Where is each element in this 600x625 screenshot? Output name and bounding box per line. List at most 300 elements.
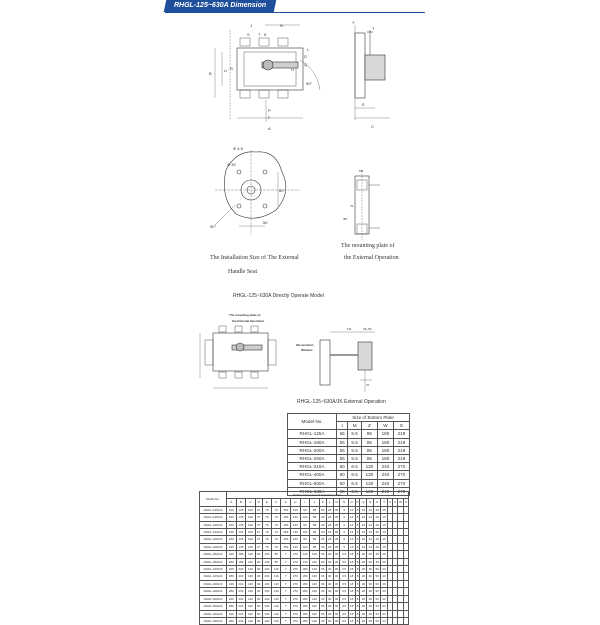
- plate-caption-line2: the External Operation: [344, 255, 399, 261]
- outline-cell: 100: [262, 573, 272, 580]
- outline-cell: 120: [300, 514, 310, 521]
- outline-cell: 120: [300, 543, 310, 550]
- bottom-plate-cell: 6.5: [348, 463, 362, 471]
- outline-cell: 36: [321, 618, 325, 623]
- front-label-h: H: [291, 67, 294, 72]
- bottom-plate-row: [288, 479, 410, 487]
- bottom-plate-cell: 130: [361, 479, 377, 487]
- outline-cell: 30: [321, 507, 325, 512]
- outline-cell: 166: [227, 506, 237, 513]
- ext-dim-a: 111: [347, 327, 352, 331]
- outline-row: [200, 514, 409, 521]
- outline-cell: 135: [236, 543, 246, 550]
- bottom-plate-cell: 85: [361, 455, 377, 463]
- outline-cell: 116: [272, 573, 281, 580]
- outline-cell: 140: [246, 573, 256, 580]
- outline-cell: 196: [227, 543, 237, 550]
- outline-cell: 15: [382, 537, 386, 542]
- outline-cell: 153: [281, 543, 291, 550]
- direct-operate-body: [213, 333, 268, 371]
- outline-cell: 22: [382, 596, 386, 601]
- outline-cell: 180: [300, 610, 310, 617]
- outline-cell: 36: [321, 596, 325, 601]
- outline-cell: 70: [262, 521, 272, 528]
- outline-cell: 140: [310, 603, 320, 610]
- outline-cell: 26: [361, 604, 366, 609]
- front-label-d: D: [304, 54, 307, 59]
- outline-cell: 5: [356, 537, 359, 542]
- outline-cell: 19: [361, 530, 366, 535]
- outline-cell: 100: [262, 580, 272, 587]
- outline-cell: 14: [350, 530, 354, 535]
- outline-cell: 20: [382, 567, 386, 572]
- outline-col-header: V: [393, 500, 396, 505]
- bottom-plate-col-header: W: [377, 422, 393, 430]
- outline-cell: 26: [361, 559, 366, 564]
- outline-cell: 30: [327, 581, 332, 586]
- outline-cell: [404, 595, 409, 602]
- outline-cell: 100: [262, 595, 272, 602]
- bottom-plate-col-header: I: [337, 422, 348, 430]
- outline-cell: 270: [291, 551, 301, 558]
- outline-cell: 140: [246, 588, 256, 595]
- outline-cell: 30: [334, 581, 339, 586]
- front-label-p: P: [268, 108, 271, 113]
- outline-model-cell: RHGL-160A/4: [200, 529, 227, 536]
- bottom-plate-cell: 190: [377, 455, 393, 463]
- outline-cell: 98: [310, 543, 320, 550]
- outline-cell: 30: [368, 618, 372, 623]
- outline-cell: 130: [291, 506, 301, 513]
- outline-cell: 8: [356, 581, 359, 586]
- outline-cell: 100: [246, 506, 256, 513]
- outline-cell: 234: [236, 595, 246, 602]
- bottom-plate-cell: 270: [393, 479, 409, 487]
- outline-cell: 135: [236, 514, 246, 521]
- outline-cell: 27: [257, 507, 261, 512]
- outline-cell: 35: [334, 530, 339, 535]
- external-operation-panel: [320, 340, 330, 385]
- outline-cell: 98: [310, 514, 320, 521]
- outline-cell: 30: [334, 574, 339, 579]
- outline-cell: 18: [350, 618, 354, 623]
- ext-window-line1: Observation: [296, 343, 314, 347]
- outline-row: [200, 580, 409, 587]
- outline-cell: 30: [257, 574, 261, 579]
- handle-label-50: 50: [263, 220, 268, 225]
- outline-cell: 30: [368, 567, 372, 572]
- front-label-n: N: [280, 23, 283, 28]
- outline-col-header: J: [310, 499, 320, 506]
- outline-cell: 180: [300, 595, 310, 602]
- outline-cell: [404, 566, 409, 573]
- outline-row: [200, 617, 409, 624]
- bottom-plate-cell: 240: [377, 479, 393, 487]
- ext-window-line2: Window: [301, 348, 313, 352]
- outline-col-header: B: [236, 499, 246, 506]
- outline-cell: 26: [327, 515, 332, 520]
- outline-cell: 30: [257, 596, 261, 601]
- front-label-f: F: [268, 115, 271, 120]
- outline-cell: [404, 536, 409, 543]
- front-label-a: A: [268, 126, 271, 131]
- outline-cell: 24: [368, 507, 372, 512]
- outline-cell: 270: [291, 573, 301, 580]
- handle-seat-caption-line1: The Installation Size of The External: [210, 255, 299, 261]
- outline-cell: 116: [272, 595, 281, 602]
- outline-cell: 70: [272, 543, 281, 550]
- bottom-plate-cell: 240: [377, 463, 393, 471]
- outline-cell: 180: [300, 617, 310, 624]
- bottom-plate-table: [287, 413, 410, 496]
- outline-cell: 30: [334, 604, 339, 609]
- outline-cell: 20: [382, 574, 386, 579]
- outline-cell: 50: [375, 581, 379, 586]
- outline-cell: 140: [246, 603, 256, 610]
- outline-cell: 7: [281, 566, 291, 573]
- outline-cell: [404, 543, 409, 550]
- outline-cell: [404, 617, 409, 624]
- outline-cell: 140: [310, 573, 320, 580]
- outline-cell: 26: [361, 618, 366, 623]
- outline-cell: 8: [356, 552, 359, 557]
- outline-row: [200, 536, 409, 543]
- front-label-b: B: [209, 71, 212, 76]
- outline-cell: 100: [262, 558, 272, 565]
- outline-cell: 140: [246, 551, 256, 558]
- header-title: RHGL-125~630A Dimension: [173, 2, 267, 9]
- outline-cell: 8: [356, 567, 359, 572]
- outline-cell: 100: [246, 529, 256, 536]
- bottom-plate-col-header: G: [393, 422, 409, 430]
- outline-cell: 116: [272, 617, 281, 624]
- outline-cell: 18: [350, 596, 354, 601]
- outline-row: [200, 595, 409, 602]
- outline-cell: 30: [257, 589, 261, 594]
- plate-label-v: 70: [350, 204, 354, 208]
- outline-cell: [404, 603, 409, 610]
- outline-cell: 120: [300, 529, 310, 536]
- outline-cell: 226: [227, 580, 237, 587]
- outline-cell: 5: [356, 522, 359, 527]
- front-label-r: R: [230, 66, 233, 71]
- outline-cell: 5: [356, 507, 359, 512]
- external-model-caption: RHGL-125~630A/JK External Operation: [297, 399, 386, 405]
- outline-cell: 30: [334, 589, 339, 594]
- outline-cell: 226: [227, 566, 237, 573]
- outline-cell: 24: [368, 522, 372, 527]
- outline-cell: 98: [310, 521, 320, 528]
- outline-cell: 116: [272, 566, 281, 573]
- outline-cell: 30: [327, 589, 332, 594]
- outline-col-header: T: [381, 499, 388, 506]
- outline-cell: 36: [321, 589, 325, 594]
- outline-cell: 30: [368, 589, 372, 594]
- outline-cell: 27: [257, 522, 261, 527]
- direct-operate-drawing: [200, 326, 276, 388]
- outline-cell: 7: [281, 558, 291, 565]
- outline-cell: 180: [300, 566, 310, 573]
- outline-cell: 90: [300, 506, 310, 513]
- outline-cell: 26: [361, 552, 366, 557]
- outline-cell: 130: [291, 521, 301, 528]
- front-label-k: K: [264, 32, 267, 37]
- bottom-plate-cell: 130: [361, 471, 377, 479]
- outline-cell: 116: [272, 580, 281, 587]
- outline-cell: 135: [236, 536, 246, 543]
- outline-cell: 8: [356, 618, 359, 623]
- bottom-plate-model-cell: RHGL-630A: [288, 487, 337, 495]
- outline-cell: 36: [321, 559, 325, 564]
- outline-cell: 24: [368, 530, 372, 535]
- outline-cell: 50: [375, 589, 379, 594]
- outline-cell: 19: [361, 537, 366, 542]
- side-label-e: E: [362, 102, 365, 107]
- outline-cell: 36: [321, 581, 325, 586]
- bottom-plate-cell: 55: [337, 438, 348, 446]
- outline-cell: 26: [361, 611, 366, 616]
- outline-col-header: D: [255, 499, 262, 506]
- outline-cell: 5: [356, 530, 359, 535]
- outline-cell: 196: [227, 514, 237, 521]
- outline-cell: 14: [350, 507, 354, 512]
- outline-cell: 286: [227, 588, 237, 595]
- outline-row: [200, 529, 409, 536]
- outline-row: [200, 521, 409, 528]
- ext-dim-b: 29~50: [363, 327, 372, 331]
- outline-cell: 36: [321, 604, 325, 609]
- outline-cell: 90: [300, 536, 310, 543]
- bottom-plate-cell: 55: [337, 446, 348, 454]
- outline-cell: 26: [361, 567, 366, 572]
- bottom-plate-cell: 270: [393, 487, 409, 495]
- outline-cell: 3.5: [340, 595, 348, 602]
- outline-cell: 30: [368, 596, 372, 601]
- bottom-plate-cell: 5.5: [348, 438, 362, 446]
- outline-cell: 18: [350, 589, 354, 594]
- bottom-plate-cell: 190: [377, 446, 393, 454]
- outline-cell: 19: [361, 522, 366, 527]
- outline-cell: 166: [227, 536, 237, 543]
- outline-row: [200, 588, 409, 595]
- bottom-plate-cell: 85: [361, 438, 377, 446]
- outline-model-cell: RHGL-315A/4: [200, 573, 227, 580]
- outline-cell: 3.5: [340, 580, 348, 587]
- outline-cell: 234: [236, 617, 246, 624]
- outline-cell: 3.5: [340, 551, 348, 558]
- bottom-plate-cell: 60: [337, 471, 348, 479]
- outline-cell: 100: [246, 514, 256, 521]
- direct-model-caption: RHGL-125~630A Directly Operate Model: [233, 293, 324, 299]
- outline-cell: 30: [327, 604, 332, 609]
- outline-cell: 234: [236, 588, 246, 595]
- outline-cell: 100: [262, 588, 272, 595]
- outline-col-header: M: [333, 499, 340, 506]
- outline-cell: 30: [321, 522, 325, 527]
- outline-col-header: U: [388, 500, 392, 505]
- outline-cell: 14: [350, 544, 354, 549]
- outline-cell: 30: [257, 567, 261, 572]
- outline-cell: 140: [246, 558, 256, 565]
- outline-cell: 30: [327, 611, 332, 616]
- outline-cell: 30: [321, 530, 325, 535]
- outline-cell: 7: [281, 603, 291, 610]
- outline-cell: 8: [356, 611, 359, 616]
- outline-row: [200, 610, 409, 617]
- outline-model-cell: RHGL-125A/3: [200, 506, 227, 513]
- bottom-plate-cell: 270: [393, 463, 409, 471]
- outline-cell: 140: [246, 580, 256, 587]
- bottom-plate-cell: 6.5: [348, 479, 362, 487]
- outline-cell: 7: [281, 580, 291, 587]
- outline-cell: 40: [375, 537, 379, 542]
- outline-cell: 70: [262, 529, 272, 536]
- outline-cell: 30: [257, 552, 261, 557]
- outline-cell: 140: [310, 617, 320, 624]
- outline-cell: 135: [236, 529, 246, 536]
- outline-model-cell: RHGL-630A/4: [200, 617, 227, 624]
- outline-cell: 3.5: [340, 588, 348, 595]
- outline-cell: 30: [327, 574, 332, 579]
- outline-cell: 270: [291, 617, 301, 624]
- front-label-j: J: [250, 23, 252, 28]
- outline-cell: 30: [321, 515, 325, 520]
- bottom-plate-row: [288, 463, 410, 471]
- outline-cell: 100: [246, 536, 256, 543]
- outline-cell: 234: [236, 573, 246, 580]
- outline-cell: 140: [246, 566, 256, 573]
- outline-model-cell: RHGL-400A/4: [200, 588, 227, 595]
- outline-cell: 196: [227, 529, 237, 536]
- outline-cell: 27: [257, 537, 261, 542]
- outline-cell: 130: [291, 529, 301, 536]
- outline-cell: 100: [262, 610, 272, 617]
- outline-cell: 100: [262, 603, 272, 610]
- bottom-plate-row: [288, 455, 410, 463]
- outline-cell: 26: [361, 581, 366, 586]
- outline-cell: 18: [350, 552, 354, 557]
- outline-model-cell: RHGL-250A/4: [200, 558, 227, 565]
- outline-cell: 14: [350, 522, 354, 527]
- outline-cell: 15: [382, 515, 386, 520]
- bottom-plate-cell: 5.5: [348, 446, 362, 454]
- ext-note-line2: the External Operation: [232, 319, 265, 323]
- bottom-plate-cell: 218: [393, 455, 409, 463]
- outline-cell: 70: [262, 543, 272, 550]
- outline-cell: 140: [246, 610, 256, 617]
- outline-model-cell: RHGL-630A/3: [200, 610, 227, 617]
- outline-cell: 226: [227, 610, 237, 617]
- bottom-plate-col-header: M: [348, 422, 362, 430]
- outline-cell: 180: [300, 588, 310, 595]
- outline-cell: 30: [368, 611, 372, 616]
- outline-cell: 30: [257, 618, 261, 623]
- outline-col-header: K: [319, 499, 326, 506]
- outline-cell: 86: [272, 558, 281, 565]
- outline-cell: 100: [262, 551, 272, 558]
- outline-cell: 7: [281, 588, 291, 595]
- bottom-plate-cell: 65: [337, 430, 348, 438]
- outline-col-header: R: [367, 499, 374, 506]
- bottom-plate-cell: 60: [337, 487, 348, 495]
- bottom-plate-cell: 85: [361, 430, 377, 438]
- outline-cell: 70: [262, 536, 272, 543]
- handle-label-dia: Φ 30: [227, 162, 236, 167]
- outline-cell: 140: [310, 558, 320, 565]
- outline-cell: 18: [350, 559, 354, 564]
- outline-cell: 116: [272, 603, 281, 610]
- outline-col-header: S: [374, 499, 381, 506]
- outline-cell: 98: [310, 529, 320, 536]
- handle-label-angle: 90°: [210, 224, 217, 229]
- outline-cell: 153: [281, 521, 291, 528]
- outline-cell: 286: [227, 603, 237, 610]
- outline-row: [200, 506, 409, 513]
- outline-cell: 234: [236, 603, 246, 610]
- ext-note-line1: The mounting plate of: [229, 313, 261, 317]
- outline-cell: 27: [257, 544, 261, 549]
- outline-cell: 130: [291, 536, 301, 543]
- outline-cell: 3: [340, 514, 348, 521]
- outline-cell: 26: [327, 530, 332, 535]
- bottom-plate-col-model: Model No.: [288, 414, 337, 430]
- outline-cell: 19: [361, 515, 366, 520]
- outline-cell: 100: [262, 566, 272, 573]
- outline-cell: 100: [262, 617, 272, 624]
- outline-cell: [404, 610, 409, 617]
- outline-cell: 270: [291, 595, 301, 602]
- outline-cell: 153: [281, 529, 291, 536]
- outline-cell: 270: [291, 588, 301, 595]
- plate-caption-line1: The mounting plate of: [341, 243, 395, 249]
- outline-cell: 45: [375, 552, 379, 557]
- outline-cell: 7: [281, 573, 291, 580]
- outline-model-cell: RHGL-125A/4: [200, 514, 227, 521]
- bottom-plate-cell: 6.5: [348, 471, 362, 479]
- outline-cell: 3: [340, 543, 348, 550]
- outline-cell: 226: [227, 595, 237, 602]
- outline-cell: 234: [236, 610, 246, 617]
- outline-cell: 7: [281, 595, 291, 602]
- outline-cell: 3.5: [340, 610, 348, 617]
- outline-cell: 27: [257, 515, 261, 520]
- outline-cell: 140: [310, 588, 320, 595]
- outline-cell: 135: [236, 506, 246, 513]
- outline-cell: 286: [227, 617, 237, 624]
- outline-col-header: F: [272, 499, 281, 506]
- ext-dim-c: 70: [366, 383, 370, 387]
- outline-model-cell: RHGL-200A/4: [200, 543, 227, 550]
- outline-cell: 90: [300, 521, 310, 528]
- outline-cell: 36: [321, 567, 325, 572]
- outline-cell: 135: [236, 521, 246, 528]
- outline-model-cell: RHGL-200A/3: [200, 536, 227, 543]
- outline-cell: 50: [375, 618, 379, 623]
- outline-cell: 3.5: [340, 573, 348, 580]
- mounting-plate-drawing: [355, 170, 380, 240]
- outline-cell: 30: [334, 596, 339, 601]
- outline-cell: 8: [356, 559, 359, 564]
- bottom-plate-cell: 190: [377, 430, 393, 438]
- bottom-plate-cell: 85: [361, 446, 377, 454]
- outline-cell: 3.5: [340, 603, 348, 610]
- outline-cell: 50: [375, 604, 379, 609]
- bottom-plate-row: [288, 430, 410, 438]
- outline-cell: 8: [356, 604, 359, 609]
- bottom-plate-cell: 218: [393, 446, 409, 454]
- outline-cell: 7: [281, 610, 291, 617]
- outline-cell: 8: [356, 574, 359, 579]
